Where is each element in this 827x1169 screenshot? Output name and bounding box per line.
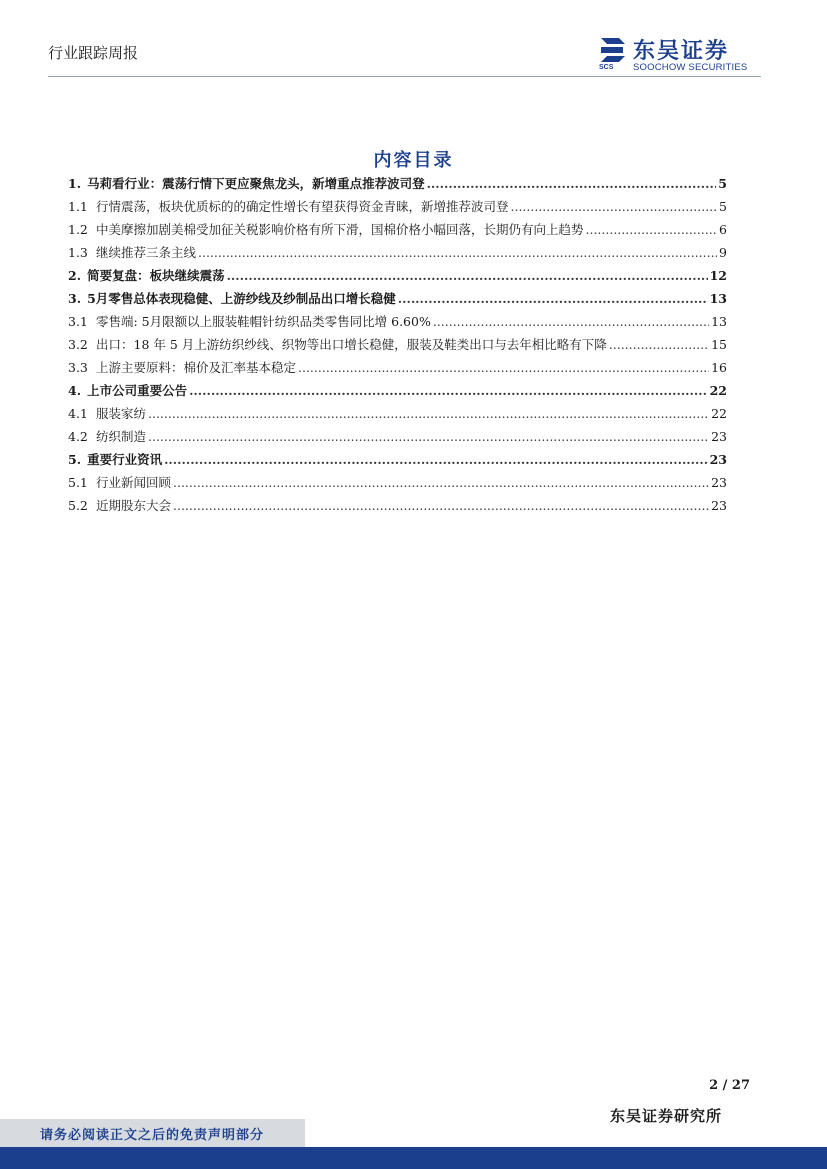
toc-entry[interactable] <box>68 172 727 195</box>
toc-entry[interactable] <box>68 287 727 310</box>
toc-entry[interactable] <box>68 264 727 287</box>
toc-entry-leader <box>198 241 717 264</box>
toc-entry-title: 服装家纺 <box>96 406 147 421</box>
toc-entry-number: 3.1 <box>68 314 88 329</box>
toc-entry-leader <box>164 448 708 471</box>
toc-entry-page: 23 <box>709 452 727 467</box>
toc-entry-title: 重要行业资讯 <box>87 452 163 467</box>
toc-entry-page: 5 <box>718 176 727 191</box>
footer-bar <box>0 1147 827 1169</box>
page-indicator: 2 / 27 <box>709 1078 750 1093</box>
toc-entry[interactable] <box>68 195 727 218</box>
disclaimer-text: 请务必阅读正文之后的免责声明部分 <box>40 1128 265 1143</box>
toc-entry-leader <box>173 471 709 494</box>
soochow-logo-icon <box>597 34 629 70</box>
toc-entry-page: 15 <box>711 337 727 352</box>
toc-entry-page: 16 <box>711 360 727 375</box>
toc-entry-number: 1.1 <box>68 199 88 214</box>
toc-entry[interactable] <box>68 356 727 379</box>
toc-entry-title: 行业新闻回顾 <box>96 475 172 490</box>
logo-name-en: SOOCHOW SECURITIES <box>633 62 748 73</box>
toc-entry-title: 马莉看行业：震荡行情下更应聚焦龙头，新增重点推荐波司登 <box>87 176 425 191</box>
toc-entry-title: 零售端: 5月限额以上服装鞋帽针纺织品类零售同比增 6.60% <box>96 314 431 329</box>
toc-entry[interactable] <box>68 471 727 494</box>
toc-entry-page: 22 <box>711 406 727 421</box>
header-divider <box>48 76 761 77</box>
toc-entry-page: 13 <box>709 291 727 306</box>
toc-entry-number: 5. <box>68 452 82 467</box>
toc-entry-title: 中美摩擦加剧美棉受加征关税影响价格有所下滑，国棉价格小幅回落，长期仍有向上趋势 <box>96 222 584 237</box>
toc-entry-number: 2. <box>68 268 82 283</box>
toc-entry-title: 5月零售总体表现稳健、上游纱线及纱制品出口增长稳健 <box>87 291 396 306</box>
toc-entry-leader <box>227 264 708 287</box>
toc-entry-number: 1.2 <box>68 222 88 237</box>
table-of-contents <box>68 172 727 517</box>
toc-entry[interactable] <box>68 425 727 448</box>
toc-entry-number: 4.2 <box>68 429 88 444</box>
toc-entry-number: 3.2 <box>68 337 88 352</box>
toc-entry-number: 1. <box>68 176 82 191</box>
toc-entry-number: 1.3 <box>68 245 88 260</box>
toc-entry-number: 4.1 <box>68 406 88 421</box>
report-type-label: 行业跟踪周报 <box>48 44 139 62</box>
toc-entry-leader <box>511 195 718 218</box>
toc-entry-leader <box>398 287 708 310</box>
toc-entry-leader <box>609 333 709 356</box>
toc-entry-title: 简要复盘：板块继续震荡 <box>87 268 225 283</box>
research-department: 东吴证券研究所 <box>610 1107 723 1125</box>
toc-entry-number: 3. <box>68 291 82 306</box>
toc-entry-leader <box>433 310 709 333</box>
toc-entry[interactable] <box>68 402 727 425</box>
logo-name-cn: 东吴证券 <box>633 39 730 64</box>
toc-entry-leader <box>298 356 709 379</box>
toc-entry-page: 23 <box>711 475 727 490</box>
toc-entry-title: 近期股东大会 <box>96 498 172 513</box>
toc-entry-leader <box>189 379 708 402</box>
toc-entry-leader <box>148 425 709 448</box>
toc-entry-leader <box>427 172 717 195</box>
toc-entry-page: 6 <box>719 222 727 237</box>
toc-entry[interactable] <box>68 310 727 333</box>
toc-entry-number: 3.3 <box>68 360 88 375</box>
toc-entry-number: 5.2 <box>68 498 88 513</box>
toc-entry-page: 23 <box>711 498 727 513</box>
toc-entry-title: 继续推荐三条主线 <box>96 245 197 260</box>
toc-entry[interactable] <box>68 448 727 471</box>
toc-entry-page: 13 <box>711 314 727 329</box>
toc-entry-leader <box>586 218 718 241</box>
toc-entry-title: 纺织制造 <box>96 429 147 444</box>
toc-entry-number: 4. <box>68 383 82 398</box>
logo-mark-text: SCS <box>599 64 614 70</box>
toc-entry-title: 出口：18 年 5 月上游纺织纱线、织物等出口增长稳健，服装及鞋类出口与去年相比略有下降 <box>96 337 607 352</box>
toc-entry[interactable] <box>68 333 727 356</box>
toc-entry-page: 12 <box>709 268 727 283</box>
toc-entry-number: 5.1 <box>68 475 88 490</box>
toc-entry-page: 23 <box>711 429 727 444</box>
toc-entry-page: 5 <box>719 199 727 214</box>
toc-entry[interactable] <box>68 379 727 402</box>
toc-title: 内容目录 <box>373 150 454 171</box>
toc-entry[interactable] <box>68 241 727 264</box>
toc-entry-leader <box>173 494 709 517</box>
toc-entry-title: 上市公司重要公告 <box>87 383 188 398</box>
toc-entry-page: 9 <box>719 245 727 260</box>
company-logo <box>597 34 767 74</box>
toc-entry-title: 上游主要原料：棉价及汇率基本稳定 <box>96 360 297 375</box>
toc-entry[interactable] <box>68 494 727 517</box>
toc-entry-title: 行情震荡，板块优质标的的确定性增长有望获得资金青睐，新增推荐波司登 <box>96 199 509 214</box>
toc-entry-leader <box>148 402 709 425</box>
toc-entry-page: 22 <box>709 383 727 398</box>
toc-entry[interactable] <box>68 218 727 241</box>
